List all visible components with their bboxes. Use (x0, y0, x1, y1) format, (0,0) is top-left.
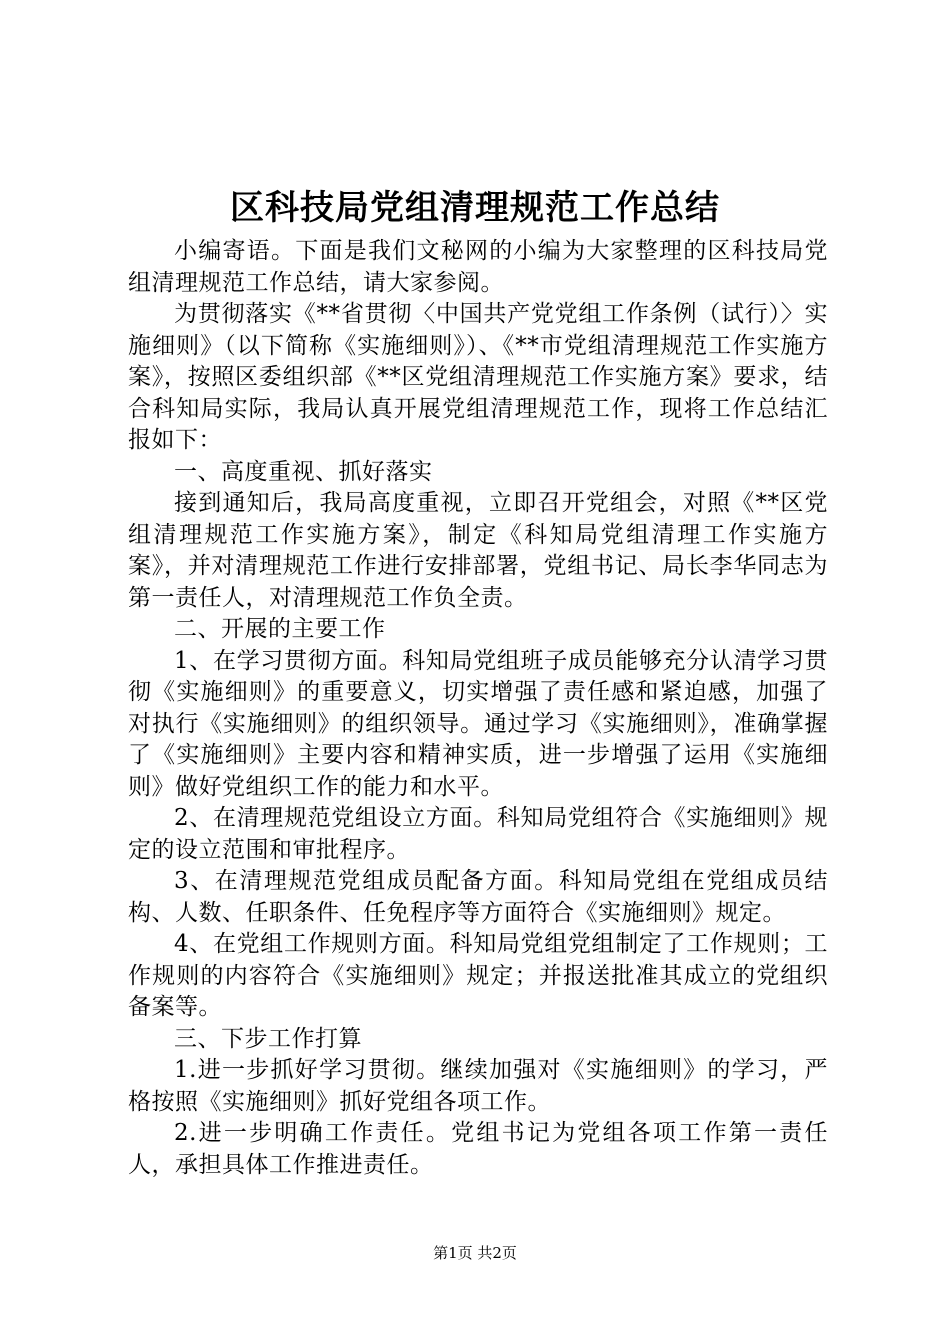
paragraph-plan-1: 1.进一步抓好学习贯彻。继续加强对《实施细则》的学习，严格按照《实施细则》抓好党组各项工作。 (128, 1057, 828, 1115)
page-number-footer: 第1页 共2页 (433, 1244, 517, 1262)
paragraph-item-4: 4、在党组工作规则方面。科知局党组党组制定了工作规则；工作规则的内容符合《实施细则》规定；并报送批准其成立的党组织备案等。 (128, 931, 828, 1020)
paragraph-intro: 小编寄语。下面是我们文秘网的小编为大家整理的区科技局党组清理规范工作总结，请大家参阅。 (128, 238, 828, 296)
paragraph-item-2: 2、在清理规范党组设立方面。科知局党组符合《实施细则》规定的设立范围和审批程序。 (128, 805, 828, 863)
section-heading-3: 三、下步工作打算 (174, 1025, 362, 1052)
section-heading-2: 二、开展的主要工作 (174, 616, 386, 642)
document-title: 区科技局党组清理规范工作总结 (230, 188, 720, 228)
paragraph-item-3: 3、在清理规范党组成员配备方面。科知局党组在党组成员结构、人数、任职条件、任免程序等方面符合《实施细则》规定。 (128, 868, 828, 926)
paragraph-section-1: 接到通知后，我局高度重视，立即召开党组会，对照《**区党组清理规范工作实施方案》，制定《科知局党组清理工作实施方案》，并对清理规范工作进行安排部署，党组书记、局长李华同志为第一责任人，对清理规范工作负全责。 (128, 490, 828, 611)
document-body (128, 236, 828, 1181)
paragraph-plan-2: 2.进一步明确工作责任。党组书记为党组各项工作第一责任人，承担具体工作推进责任。 (128, 1120, 828, 1178)
paragraph-item-1: 1、在学习贯彻方面。科知局党组班子成员能够充分认清学习贯彻《实施细则》的重要意义，切实增强了责任感和紧迫感，加强了对执行《实施细则》的组织领导。通过学习《实施细则》，准确掌握了《实施细则》主要内容和精神实质，进一步增强了运用《实施细则》做好党组织工作的能力和水平。 (128, 647, 828, 800)
section-heading-1: 一、高度重视、抓好落实 (174, 458, 433, 485)
paragraph-background: 为贯彻落实《**省贯彻〈中国共产党党组工作条例（试行）〉实施细则》（以下简称《实施细则》）、《**市党组清理规范工作实施方案》，按照区委组织部《**区党组清理规范工作实施方案》要求，结合科知局实际，我局认真开展党组清理规范工作，现将工作总结汇报如下： (128, 301, 828, 453)
